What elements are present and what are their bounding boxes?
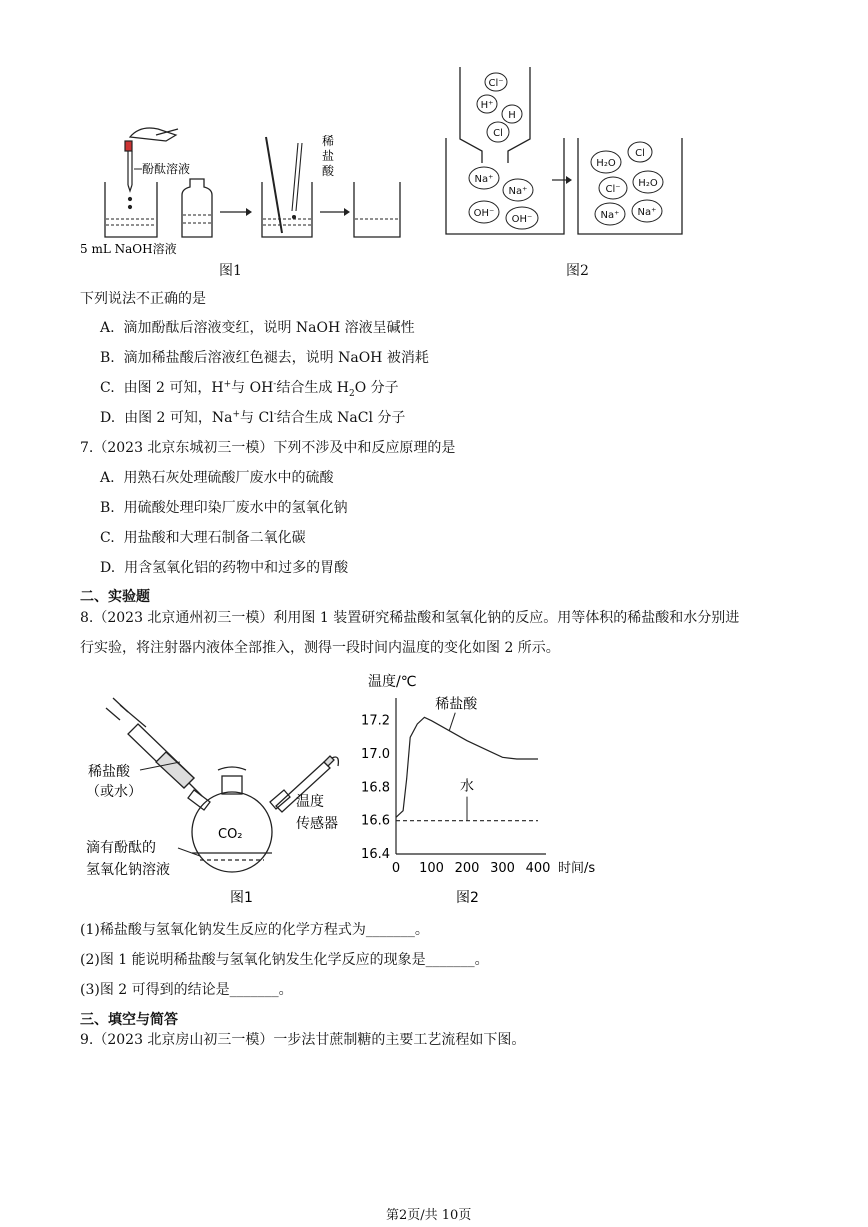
q9-stem: 9.（2023 北京房山初三一模）一步法甘蔗制糖的主要工艺流程如下图。	[80, 1032, 526, 1048]
ion-label: OH⁻	[473, 208, 495, 219]
x-tick-label: 400	[525, 861, 551, 876]
q8-stem-line2: 行实验，将注射器内液体全部推入，测得一段时间内温度的变化如图 2 所示。	[80, 640, 560, 656]
fig1-caption: 图1	[230, 890, 253, 906]
y-tick-label: 16.6	[361, 813, 390, 829]
fig1-label-water: （或水）	[86, 784, 142, 800]
fig1-label-acid: 稀盐酸	[88, 764, 130, 780]
ion-label: Na⁺	[600, 210, 620, 221]
chart-caption: 图2	[456, 890, 479, 906]
ion-label: Cl	[635, 148, 645, 159]
x-tick-label: 100	[419, 861, 444, 876]
ion-label: H₂O	[638, 178, 658, 189]
ion-label: Cl⁻	[488, 78, 504, 89]
section-heading-3: 三、填空与简答	[80, 1012, 178, 1028]
acid-label-3: 酸	[322, 164, 335, 178]
q8-figure-1	[80, 690, 360, 910]
syringe	[106, 698, 202, 796]
series-label-acid: 稀盐酸	[435, 696, 478, 713]
y-tick-label: 16.8	[361, 780, 390, 796]
x-tick-label: 0	[391, 861, 401, 876]
y-tick-label: 17.0	[361, 747, 390, 762]
top-figure-1	[70, 115, 410, 285]
round-bottom-flask	[188, 767, 290, 872]
fig1-label-co2: CO₂	[218, 827, 243, 842]
fig1-label-solution-1: 滴有酚酞的	[86, 840, 156, 856]
top-fig1-caption: 图1	[219, 263, 242, 279]
fig1-label-sensor-2: 传感器	[296, 816, 338, 832]
reagent-bottle	[182, 179, 212, 237]
q6-option-d: D. 由图 2 可知，Na+与 Cl-结合生成 NaCl 分子	[100, 409, 406, 426]
q7-option-b: B. 用硫酸处理印染厂废水中的氢氧化钠	[100, 500, 348, 516]
ion-label: Na⁺	[508, 186, 528, 197]
arrow-icon	[320, 208, 350, 216]
q6-option-c: C. 由图 2 可知，H+与 OH-结合生成 $H_2O$ 分子	[100, 379, 399, 399]
ion-label: H₂O	[596, 158, 616, 169]
q6-stem: 下列说法不正确的是	[80, 291, 206, 307]
q8-sub-question-3: (3)图 2 可得到的结论是_______。	[80, 982, 293, 998]
q6-option-b: B. 滴加稀盐酸后溶液红色褪去，说明 NaOH 被消耗	[100, 350, 429, 366]
q7-option-a: A. 用熟石灰处理硫酸厂废水中的硫酸	[100, 470, 334, 486]
q8-sub-question-1: (1)稀盐酸与氢氧化钠发生反应的化学方程式为_______。	[80, 922, 429, 938]
x-axis-label: 时间/s	[558, 861, 596, 876]
acid-label-1: 稀	[322, 134, 335, 148]
section-heading-2: 二、实验题	[80, 589, 150, 605]
q6-option-a: A. 滴加酚酞后溶液变红，说明 NaOH 溶液呈碱性	[100, 320, 415, 336]
y-tick-label: 16.4	[361, 847, 390, 862]
phenolphthalein-label: 酚酞溶液	[142, 162, 191, 176]
q8-sub-question-2: (2)图 1 能说明稀盐酸与氢氧化钠发生化学反应的现象是_______。	[80, 952, 489, 968]
q8-stem-line1: 8.（2023 北京通州初三一模）利用图 1 装置研究稀盐酸和氢氧化钠的反应。用等体积的稀盐酸和水分别进	[80, 610, 740, 626]
q7-option-c: C. 用盐酸和大理石制备二氧化碳	[100, 530, 306, 546]
ion-label: Cl	[493, 128, 503, 139]
naoh-label: 5 mL NaOH溶液	[80, 242, 177, 256]
ion-label: H	[508, 110, 516, 121]
ion-label: Cl⁻	[605, 184, 621, 195]
acid-dropper	[292, 143, 302, 219]
arrow-icon	[552, 176, 572, 184]
fig1-label-sensor-1: 温度	[296, 794, 324, 810]
top-figure-2	[440, 62, 690, 242]
series-label-water: 水	[460, 778, 474, 795]
y-tick-label: 17.2	[361, 713, 390, 729]
beaker-1	[105, 182, 157, 237]
x-tick-label: 300	[490, 861, 515, 876]
beaker-3	[354, 182, 400, 237]
page-footer: 第2页/共 10页	[386, 1208, 472, 1223]
chart-y-axis-label: 温度/℃	[368, 674, 417, 690]
series-leader-line	[449, 713, 455, 731]
ion-label: OH⁻	[511, 214, 533, 225]
ion-label: Na⁺	[474, 174, 494, 185]
ion-label: H⁺	[480, 100, 494, 111]
x-tick-label: 200	[454, 861, 480, 876]
ion-label: Na⁺	[637, 207, 657, 218]
temperature-chart	[350, 668, 596, 912]
q7-option-d: D. 用含氢氧化铝的药物中和过多的胃酸	[100, 560, 349, 576]
top-fig2-caption: 图2	[566, 263, 589, 279]
beaker-2	[262, 182, 312, 237]
q7-stem: 7.（2023 北京东城初三一模）下列不涉及中和反应原理的是	[80, 440, 456, 456]
arrow-icon	[220, 208, 252, 216]
fig1-label-solution-2: 氢氧化钠溶液	[86, 862, 170, 878]
acid-label-2: 盐	[322, 149, 335, 163]
